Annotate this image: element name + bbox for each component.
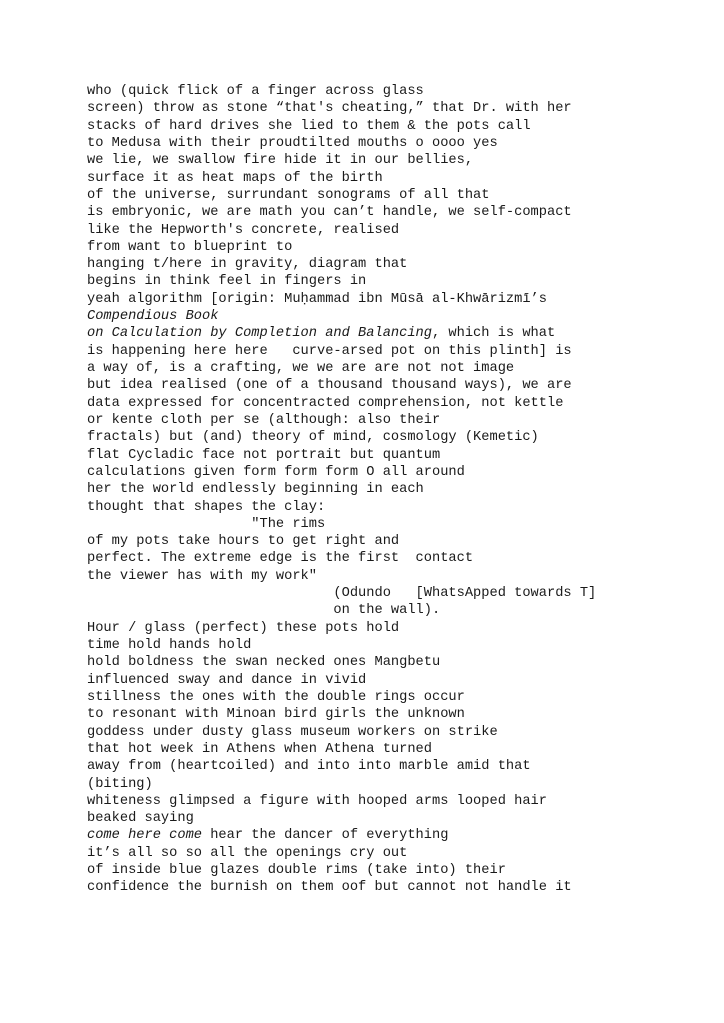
poem-line xyxy=(87,845,707,862)
poem-line xyxy=(87,204,707,221)
poem-line xyxy=(87,689,707,706)
poem-line-text: thought that shapes the clay: xyxy=(87,499,326,515)
poem-line-text: stacks of hard drives she lied to them & the pots call xyxy=(87,118,531,134)
poem-line-text: a way of, is a crafting, we we are are not not image xyxy=(87,361,515,376)
poem-line xyxy=(87,585,707,602)
poem-line-text: calculations given form form form O all around xyxy=(87,464,465,480)
poem-line-text: (biting) xyxy=(87,776,153,792)
poem-line-text: on the wall). xyxy=(87,603,441,619)
poem-line xyxy=(87,135,707,152)
poem-line xyxy=(87,256,707,273)
poem-line xyxy=(87,499,707,516)
poem-line-text: her the world endlessly beginning in each xyxy=(87,482,424,498)
poem-line-italic-segment: come here come xyxy=(87,828,202,844)
poem-line-text: confidence the burnish on them oof but cannot not handle it xyxy=(87,880,572,896)
poem-line-text: goddess under dusty glass museum workers on strike xyxy=(87,724,498,740)
poem-line-text: is happening here here curve-arsed pot on this plinth] is xyxy=(87,343,572,359)
poem-line-text: we lie, we swallow fire hide it in our bellies, xyxy=(87,153,474,169)
poem-line-text: like the Hepworth's concrete, realised xyxy=(87,222,400,238)
poem-line xyxy=(87,793,707,810)
poem-line xyxy=(87,568,707,585)
poem-line xyxy=(87,516,707,533)
poem-line-text: yeah algorithm [origin: Muḥammad ibn Mūsā al-Khwārizmī’s xyxy=(87,291,547,307)
poem-line xyxy=(87,879,707,896)
poem-line-text: Compendious Book xyxy=(87,309,219,325)
poem-line-text: whiteness glimpsed a figure with hooped arms looped hair xyxy=(87,793,547,809)
poem-line xyxy=(87,273,707,290)
poem-line xyxy=(87,741,707,758)
poem-line-text: fractals) but (and) theory of mind, cosmology (Kemetic) xyxy=(87,430,539,446)
poem-line-text: but idea realised (one of a thousand thousand ways), we are xyxy=(87,378,572,394)
poem-line-text: screen) throw as stone “that's cheating,” that Dr. with her xyxy=(87,101,572,117)
poem-line xyxy=(87,776,707,793)
poem-line-text: of inside blue glazes double rims (take into) their xyxy=(87,863,506,879)
poem-line xyxy=(87,550,707,567)
poem-line-text: flat Cycladic face not portrait but quantum xyxy=(87,447,441,463)
poem-line xyxy=(87,827,707,844)
poem-line xyxy=(87,222,707,239)
poem-line-text: who (quick flick of a finger across glass xyxy=(87,84,424,99)
poem-line-text: , which is what xyxy=(431,326,556,342)
poem-line-text: it’s all so so all the openings cry out xyxy=(87,845,408,861)
poem-line xyxy=(87,758,707,775)
poem-line-text: influenced sway and dance in vivid xyxy=(87,672,367,688)
poem-line xyxy=(87,672,707,689)
poem-line xyxy=(87,862,707,879)
poem-line xyxy=(87,100,707,117)
poem-line-text: away from (heartcoiled) and into into marble amid that xyxy=(87,759,531,775)
poem-line xyxy=(87,377,707,394)
poem-line-text: hold boldness the swan necked ones Mangbetu xyxy=(87,655,441,671)
poem-line-text: beaked saying xyxy=(87,811,194,827)
poem-line-text: (Odundo [WhatsApped towards T] xyxy=(87,586,597,602)
poem-line xyxy=(87,637,707,654)
poem-line xyxy=(87,291,707,308)
poem-line xyxy=(87,360,707,377)
poem-line xyxy=(87,239,707,256)
poem-line xyxy=(87,412,707,429)
poem-line-text: stillness the ones with the double rings occur xyxy=(87,689,465,705)
poem-line-text: to Medusa with their proudtilted mouths o oooo yes xyxy=(87,135,498,151)
poem-line-text: of my pots take hours to get right and xyxy=(87,534,400,550)
poem-line xyxy=(87,343,707,360)
poem-line xyxy=(87,325,707,342)
poem-line xyxy=(87,308,707,325)
poem-line xyxy=(87,706,707,723)
poem-line xyxy=(87,654,707,671)
poem-line xyxy=(87,152,707,169)
poem-line-text: data expressed for concentracted comprehension, not kettle xyxy=(87,395,564,411)
poem-line-text: begins in think feel in fingers in xyxy=(87,274,367,290)
poem-line-text: Hour / glass (perfect) these pots hold xyxy=(87,620,400,636)
poem-line xyxy=(87,464,707,481)
poem-line xyxy=(87,187,707,204)
poem-line-text: is embryonic, we are math you can’t handle, we self-compact xyxy=(87,205,572,221)
poem-line xyxy=(87,83,707,100)
poem-line xyxy=(87,724,707,741)
poem-line xyxy=(87,395,707,412)
poem-line-text: surface it as heat maps of the birth xyxy=(87,170,383,186)
poem-line xyxy=(87,602,707,619)
poem-line xyxy=(87,620,707,637)
poem-line xyxy=(87,429,707,446)
poem-line-text: "The rims xyxy=(87,516,326,532)
poem-line xyxy=(87,533,707,550)
poem-line-text: that hot week in Athens when Athena turned xyxy=(87,741,432,757)
poem-line-text: from want to blueprint to xyxy=(87,239,293,255)
poem-line-text: hanging t/here in gravity, diagram that xyxy=(87,257,408,273)
poem-line xyxy=(87,170,707,187)
poem-text xyxy=(87,83,707,897)
poem-line-text: perfect. The extreme edge is the first contact xyxy=(87,551,474,567)
poem-line-text: hear the dancer of everything xyxy=(202,828,449,844)
poem-line-text: to resonant with Minoan bird girls the unknown xyxy=(87,707,465,723)
poem-line-italic-segment: on Calculation by Completion and Balancing xyxy=(87,326,432,342)
poem-line xyxy=(87,447,707,464)
poem-line-text: or kente cloth per se (although: also their xyxy=(87,412,441,428)
poem-line xyxy=(87,481,707,498)
poem-line xyxy=(87,810,707,827)
poem-line-text: of the universe, surrundant sonograms of all that xyxy=(87,187,490,203)
poem-line xyxy=(87,118,707,135)
poem-line-text: time hold hands hold xyxy=(87,638,252,653)
poem-line-text: the viewer has with my work" xyxy=(87,568,317,584)
